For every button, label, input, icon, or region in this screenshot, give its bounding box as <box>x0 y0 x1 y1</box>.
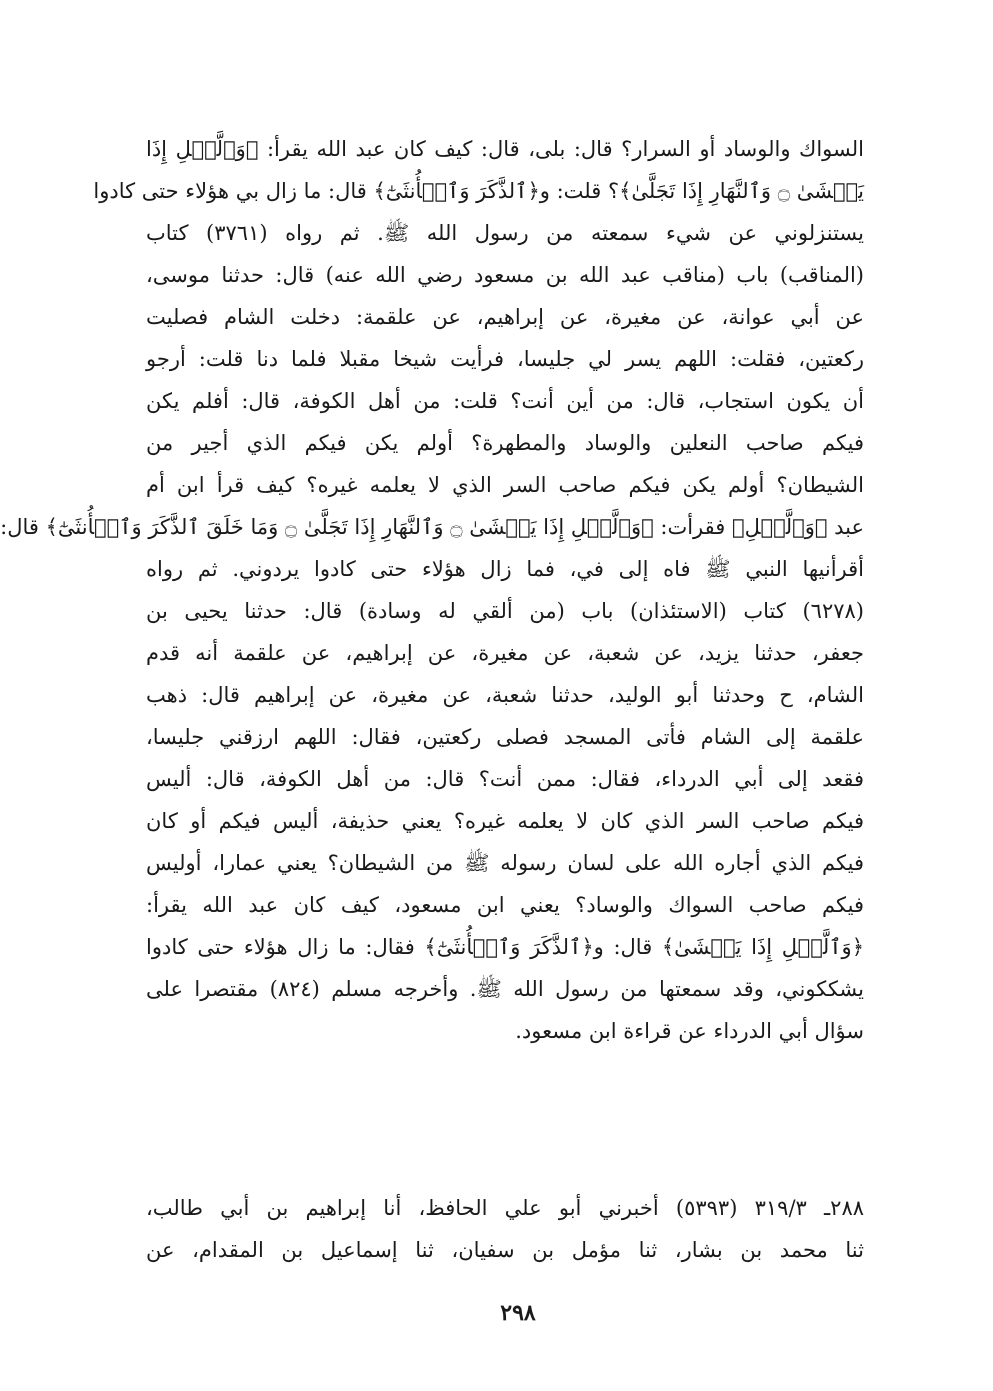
text-line: السواك والوساد أو السرار؟ قال: بلى، قال: كيف كان عبد الله يقرأ: ﴿وَٱلَّيۡلِ إِذَا <box>146 137 864 161</box>
text-line: فيكم الذي أجاره الله على لسان رسوله ﷺ من الشيطان؟ يعني عمارا، أوليس <box>146 851 864 875</box>
text-line: علقمة إلى الشام فأتى المسجد فصلى ركعتين، فقال: اللهم ارزقني جليسا، <box>146 725 864 749</box>
text-line: الشام، ح وحدثنا أبو الوليد، حدثنا شعبة، عن مغيرة، عن إبراهيم قال: ذهب <box>146 683 864 707</box>
text-line: عبد ﴿وَٱلَّيۡلِ﴾ فقرأت: ﴿وَٱلَّيۡلِ إِذَا يَغۡشَىٰ ۝ وَٱلنَّهَارِ إِذَا تَجَلَّىٰ ۝ وَمَا خَلَقَ ٱلذَّكَرَ وَٱلۡأُنثَىٰٓ﴾ قال: <box>0 515 864 539</box>
hadith-288 <box>146 1187 864 1271</box>
text-line: جعفر، حدثنا يزيد، عن شعبة، عن مغيرة، عن إبراهيم، عن علقمة أنه قدم <box>146 641 864 665</box>
text-line: (٦٢٧٨) كتاب (الاستئذان) باب (من ألقي له وسادة) قال: حدثنا يحيى بن <box>146 599 864 623</box>
hadith-line: ٢٨٨ـ ٣١٩/٣ (٥٣٩٣) أخبرني أبو علي الحافظ، أنا إبراهيم بن أبي طالب، <box>146 1196 865 1220</box>
hadith-line: ثنا محمد بن بشار، ثنا مؤمل بن سفيان، ثنا إسماعيل بن المقدام، عن <box>146 1238 864 1262</box>
text-line: ﴿وَٱلَّيۡلِ إِذَا يَغۡشَىٰ﴾ قال: و﴿ٱلذَّكَرَ وَٱلۡأُنثَىٰٓ﴾ فقال: ما زال هؤلاء حتى كادوا <box>146 935 864 959</box>
text-line: فيكم صاحب السر الذي كان لا يعلمه غيره؟ يعني حذيفة، أليس فيكم أو كان <box>146 809 864 833</box>
text-line: فيكم صاحب النعلين والوساد والمطهرة؟ أولم يكن فيكم الذي أجير من <box>146 431 864 455</box>
text-line: (المناقب) باب (مناقب عبد الله بن مسعود رضي الله عنه) قال: حدثنا موسى، <box>146 263 864 287</box>
text-line: يشككوني، وقد سمعتها من رسول الله ﷺ. وأخرجه مسلم (٨٢٤) مقتصرا على <box>146 977 864 1001</box>
text-line: فقعد إلى أبي الدرداء، فقال: ممن أنت؟ قال: من أهل الكوفة، قال: أليس <box>146 767 864 791</box>
text-line: يستنزلوني عن شيء سمعته من رسول الله ﷺ. ثم رواه (٣٧٦١) كتاب <box>146 221 864 245</box>
text-line: ركعتين، فقلت: اللهم يسر لي جليسا، فرأيت شيخا مقبلا فلما دنا قلت: أرجو <box>146 347 864 371</box>
text-line: فيكم صاحب السواك والوساد؟ يعني ابن مسعود، كيف كان عبد الله يقرأ: <box>146 893 864 917</box>
text-line: عن أبي عوانة، عن مغيرة، عن إبراهيم، عن علقمة: دخلت الشام فصليت <box>146 305 864 329</box>
text-line: أن يكون استجاب، قال: من أين أنت؟ قلت: من أهل الكوفة، قال: أفلم يكن <box>146 389 864 413</box>
text-line: يَغۡشَىٰ ۝ وَٱلنَّهَارِ إِذَا تَجَلَّىٰ﴾؟ قلت: و﴿ٱلذَّكَرَ وَٱلۡأُنثَىٰٓ﴾ قال: ما زال بي هؤلاء حتى كادوا <box>93 179 864 203</box>
commentary-text <box>0 128 864 1052</box>
page-number: ٢٩٨ <box>500 1300 536 1326</box>
text-line: سؤال أبي الدرداء عن قراءة ابن مسعود. <box>515 1019 864 1043</box>
text-line: أقرأنيها النبي ﷺ فاه إلى في، فما زال هؤلاء حتى كادوا يردوني. ثم رواه <box>146 557 864 581</box>
text-line: الشيطان؟ أولم يكن فيكم صاحب السر الذي لا يعلمه غيره؟ كيف قرأ ابن أم <box>146 473 864 497</box>
